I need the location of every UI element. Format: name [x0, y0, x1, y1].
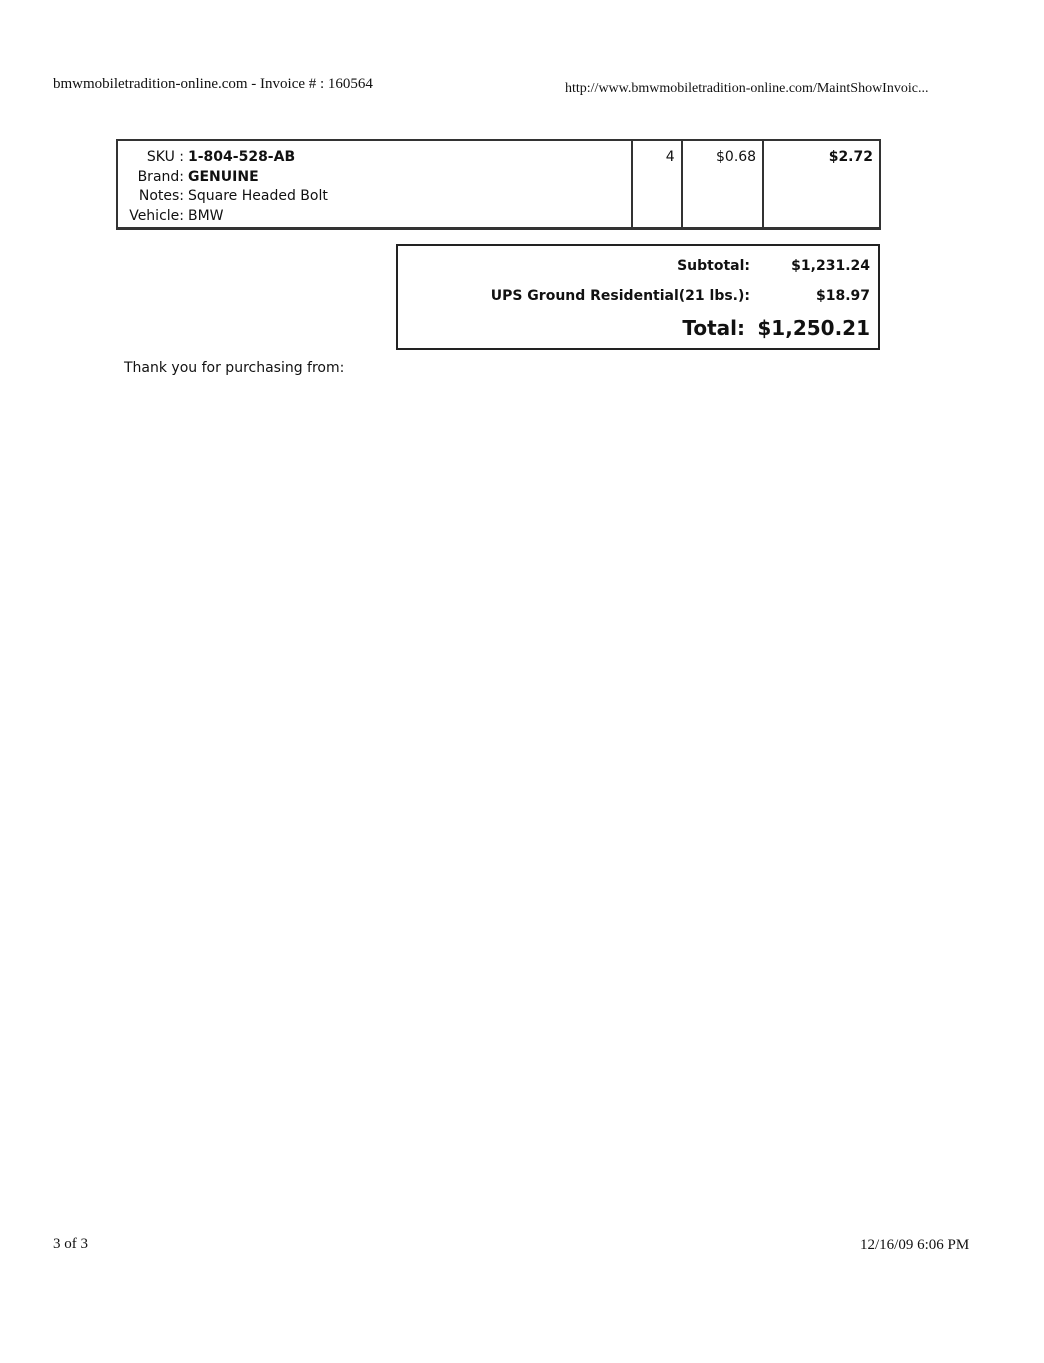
vehicle-row — [118, 207, 631, 227]
brand-row — [118, 168, 631, 188]
shipping-label: UPS Ground Residential(21 lbs.): — [490, 288, 750, 304]
page-number: 3 of 3 — [53, 1236, 88, 1252]
subtotal-value: $1,231.24 — [791, 258, 870, 274]
brand-label: Brand: — [137, 168, 184, 185]
page-header-title: bmwmobiletradition-online.com - Invoice # : 160564 — [53, 76, 373, 92]
line-total-cell: $2.72 — [763, 140, 880, 229]
subtotal-label: Subtotal: — [677, 258, 750, 274]
totals-box — [396, 244, 880, 350]
brand-value: GENUINE — [188, 168, 259, 185]
total-label: Total: — [682, 316, 745, 340]
subtotal-row — [677, 258, 878, 274]
vehicle-value: BMW — [188, 207, 224, 224]
vehicle-label: Vehicle: — [129, 207, 184, 224]
shipping-value: $18.97 — [815, 288, 870, 304]
notes-label: Notes: — [138, 188, 184, 204]
total-value: $1,250.21 — [757, 316, 870, 340]
unit-price-cell: $0.68 — [682, 140, 763, 229]
page-header-url: http://www.bmwmobiletradition-online.com/MaintShowInvoic... — [565, 81, 929, 96]
print-datetime: 12/16/09 6:06 PM — [860, 1237, 970, 1253]
quantity-cell: 4 — [632, 140, 681, 229]
sku-value: 1-804-528-AB — [188, 149, 296, 165]
table-row — [117, 140, 880, 229]
sku-row — [118, 148, 631, 168]
total-row — [682, 316, 878, 340]
shipping-row — [491, 288, 878, 304]
sku-label: SKU : — [146, 149, 184, 165]
notes-row — [118, 187, 631, 207]
line-item-table — [116, 139, 881, 230]
item-description-cell — [117, 140, 632, 229]
notes-value: Square Headed Bolt — [188, 188, 328, 204]
thank-you-message: Thank you for purchasing from: — [124, 360, 345, 376]
